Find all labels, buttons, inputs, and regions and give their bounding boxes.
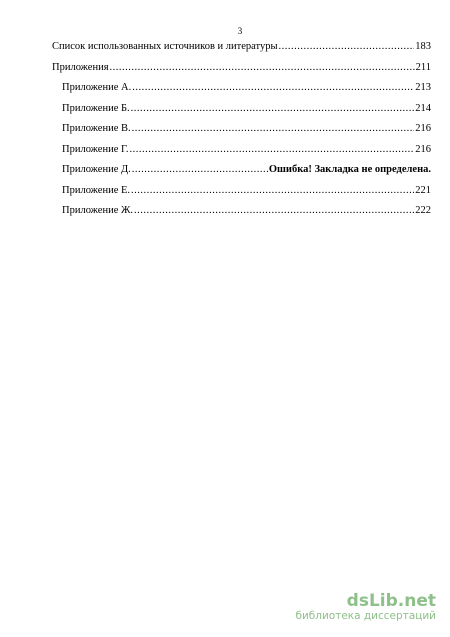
toc-entry-page: 183 <box>415 41 431 52</box>
toc-leader-dots <box>132 123 415 134</box>
toc-entry-page: 216 <box>415 143 431 155</box>
toc-entry[interactable] <box>52 41 431 62</box>
toc-leader-dots <box>131 103 415 114</box>
toc-entry-label: Приложение А. <box>62 82 132 93</box>
toc-entry[interactable] <box>52 144 431 165</box>
toc-entry-page: 213 <box>415 82 431 93</box>
toc-entry-page: 211 <box>415 61 431 73</box>
toc-entry-page: 222 <box>415 205 431 216</box>
watermark <box>295 592 436 623</box>
toc-entry-page: 214 <box>415 102 431 114</box>
toc-entry[interactable] <box>52 82 431 103</box>
toc-entry[interactable] <box>52 62 431 83</box>
toc-entry-label: Приложение Ж. <box>62 205 134 216</box>
toc-entry-label: Приложение Г. <box>62 143 129 155</box>
page-number: 3 <box>237 26 243 36</box>
table-of-contents <box>52 41 431 226</box>
toc-leader-dots <box>130 144 415 155</box>
toc-entry[interactable] <box>52 103 431 124</box>
toc-entry-error: Ошибка! Закладка не определена. <box>268 164 431 175</box>
watermark-logo: dsLib.net <box>346 591 436 611</box>
toc-leader-dots <box>132 164 268 175</box>
toc-leader-dots <box>134 205 414 216</box>
toc-entry[interactable] <box>52 205 431 226</box>
toc-leader-dots <box>132 82 414 93</box>
toc-entry-page: 221 <box>415 184 431 196</box>
toc-entry-label: Список использованных источников и литературы <box>52 41 278 52</box>
toc-entry[interactable] <box>52 185 431 206</box>
toc-entry-label: Приложения <box>52 61 109 73</box>
toc-leader-dots <box>279 41 415 52</box>
toc-leader-dots <box>131 185 414 196</box>
toc-entry-label: Приложение В. <box>62 123 131 134</box>
toc-entry-page: 216 <box>415 123 431 134</box>
watermark-subtitle: библиотека диссертаций <box>295 610 436 622</box>
toc-leader-dots <box>110 62 415 73</box>
toc-entry-label: Приложение Б. <box>62 102 130 114</box>
toc-entry-label: Приложение Е. <box>62 184 131 196</box>
toc-entry-label: Приложение Д. <box>62 164 131 175</box>
toc-entry[interactable] <box>52 123 431 144</box>
toc-entry[interactable] <box>52 164 431 185</box>
